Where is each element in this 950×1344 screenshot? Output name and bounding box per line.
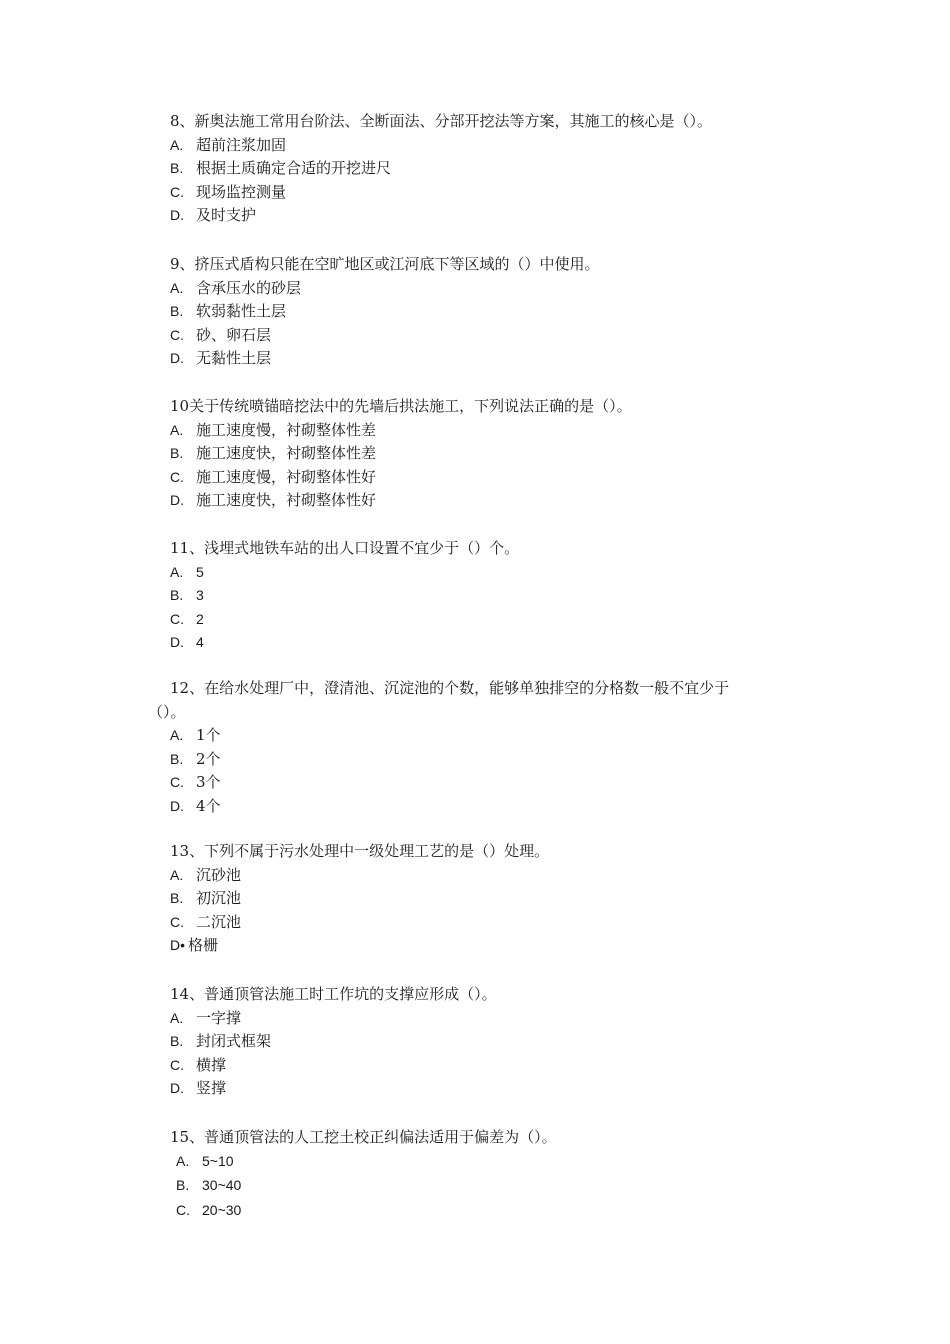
option-d — [170, 1077, 810, 1101]
option-d — [170, 489, 810, 513]
option-letter: D. — [170, 634, 184, 650]
question-stem: 9、挤压式盾构只能在空旷地区或江河底下等区域的（）中使用。 — [170, 255, 600, 273]
option-letter: D. — [170, 797, 184, 814]
option-d — [170, 347, 810, 371]
option-letter: B. — [170, 160, 184, 176]
question-10 — [170, 395, 810, 513]
option-b — [170, 442, 810, 466]
option-letter: B. — [170, 445, 184, 461]
option-text: 根据土质确定合适的开挖进尺 — [196, 159, 392, 177]
option-letter: B. — [170, 303, 184, 319]
option-text: 横撑 — [196, 1055, 227, 1074]
question-15 — [170, 1126, 810, 1222]
option-text: 及时支护 — [196, 206, 257, 224]
option-letter: D. — [170, 1080, 184, 1096]
option-letter: A. — [170, 727, 184, 743]
option-text: 施工速度慢，衬砌整体性好 — [196, 467, 377, 486]
question-8 — [170, 110, 810, 228]
option-a — [170, 724, 810, 748]
option-b — [170, 887, 810, 911]
option-text: 施工速度快，衬砌整体性差 — [196, 444, 377, 462]
option-d — [170, 934, 810, 958]
option-letter: C. — [170, 326, 184, 343]
question-stem: 14、普通顶管法施工时工作坑的支撑应形成（）。 — [170, 985, 497, 1003]
option-letter: C. — [170, 468, 184, 485]
question-14 — [170, 983, 810, 1101]
option-c — [170, 1199, 810, 1223]
question-stem: 15、普通顶管法的人工挖土校正纠偏法适用于偏差为（）。 — [170, 1128, 557, 1146]
option-text: 3 — [196, 587, 204, 603]
option-d — [170, 631, 810, 655]
option-letter: D. — [170, 492, 184, 508]
option-text: 现场监控测量 — [196, 182, 287, 201]
option-letter: D• — [170, 937, 186, 953]
option-c — [170, 1054, 810, 1078]
option-b — [170, 1030, 810, 1054]
option-text: 二沉池 — [196, 912, 242, 931]
option-text: 1个 — [196, 726, 221, 744]
option-letter: B. — [170, 587, 184, 603]
question-9 — [170, 253, 810, 371]
option-letter: A. — [170, 279, 184, 296]
question-stem: 11、浅埋式地铁车站的出人口设置不宜少于（）个。 — [170, 539, 520, 557]
option-text: 无黏性土层 — [196, 349, 272, 367]
option-text: 4 — [196, 634, 204, 650]
option-letter: D. — [170, 207, 184, 223]
option-letter: A. — [170, 136, 184, 153]
option-text: 一字撑 — [196, 1008, 242, 1027]
option-text: 砂、卵石层 — [196, 325, 272, 344]
option-b — [170, 157, 810, 181]
option-text: 封闭式框架 — [196, 1032, 272, 1050]
question-11 — [170, 537, 810, 655]
option-a — [170, 1007, 810, 1031]
option-letter: B. — [170, 750, 184, 767]
option-letter: A. — [170, 563, 184, 580]
option-c — [170, 911, 810, 935]
option-b — [170, 1174, 810, 1198]
option-letter: B. — [176, 1177, 190, 1193]
option-letter: B. — [170, 1033, 184, 1049]
option-a — [170, 419, 810, 443]
option-text: 2 — [196, 610, 204, 627]
option-text: 20~30 — [202, 1201, 242, 1218]
option-letter: B. — [170, 890, 184, 906]
option-text: 格栅 — [188, 936, 219, 954]
option-a — [170, 1150, 810, 1174]
option-c — [170, 181, 810, 205]
option-a — [170, 864, 810, 888]
option-letter: D. — [170, 350, 184, 366]
option-text: 竖撑 — [196, 1079, 227, 1097]
option-text: 施工速度慢，衬砌整体性差 — [196, 420, 377, 439]
option-b — [170, 584, 810, 608]
option-text: 5 — [196, 563, 204, 580]
option-c — [170, 466, 810, 490]
option-b — [170, 748, 810, 772]
question-12 — [148, 677, 810, 818]
option-a — [170, 561, 810, 585]
option-text: 2个 — [196, 749, 221, 768]
option-letter: C. — [170, 913, 184, 930]
option-letter: C. — [176, 1201, 190, 1218]
question-stem: 8、新奥法施工常用台阶法、全断面法、分部开挖法等方案，其施工的核心是（）。 — [170, 112, 713, 130]
question-stem-line-2: （）。 — [148, 702, 186, 721]
option-text: 5~10 — [202, 1152, 234, 1169]
option-letter: C. — [170, 610, 184, 627]
question-stem-line-1: 12、在给水处理厂中，澄清池、沉淀池的个数，能够单独排空的分格数一般不宜少于 — [170, 679, 730, 697]
option-text: 超前注浆加固 — [196, 135, 287, 154]
option-letter: C. — [170, 774, 184, 790]
question-13 — [170, 840, 810, 958]
option-c — [170, 771, 810, 795]
option-letter: A. — [170, 421, 184, 438]
option-letter: C. — [170, 1056, 184, 1073]
option-text: 施工速度快，衬砌整体性好 — [196, 491, 377, 509]
option-letter: A. — [176, 1152, 190, 1169]
option-text: 3个 — [196, 773, 221, 791]
option-text: 含承压水的砂层 — [196, 278, 302, 297]
question-stem: 13、下列不属于污水处理中一级处理工艺的是（）处理。 — [170, 842, 550, 860]
option-letter: A. — [170, 1009, 184, 1026]
option-d — [170, 204, 810, 228]
option-a — [170, 277, 810, 301]
option-text: 30~40 — [202, 1177, 242, 1193]
option-text: 初沉池 — [196, 889, 242, 907]
option-text: 4个 — [196, 796, 221, 815]
option-b — [170, 300, 810, 324]
option-d — [170, 795, 810, 819]
option-letter: A. — [170, 866, 184, 883]
option-text: 沉砂池 — [196, 865, 242, 884]
option-text: 软弱黏性土层 — [196, 302, 287, 320]
option-c — [170, 608, 810, 632]
option-c — [170, 324, 810, 348]
question-stem: 10关于传统喷锚暗挖法中的先墙后拱法施工，下列说法正确的是（）。 — [170, 397, 632, 415]
option-letter: C. — [170, 183, 184, 200]
option-a — [170, 134, 810, 158]
